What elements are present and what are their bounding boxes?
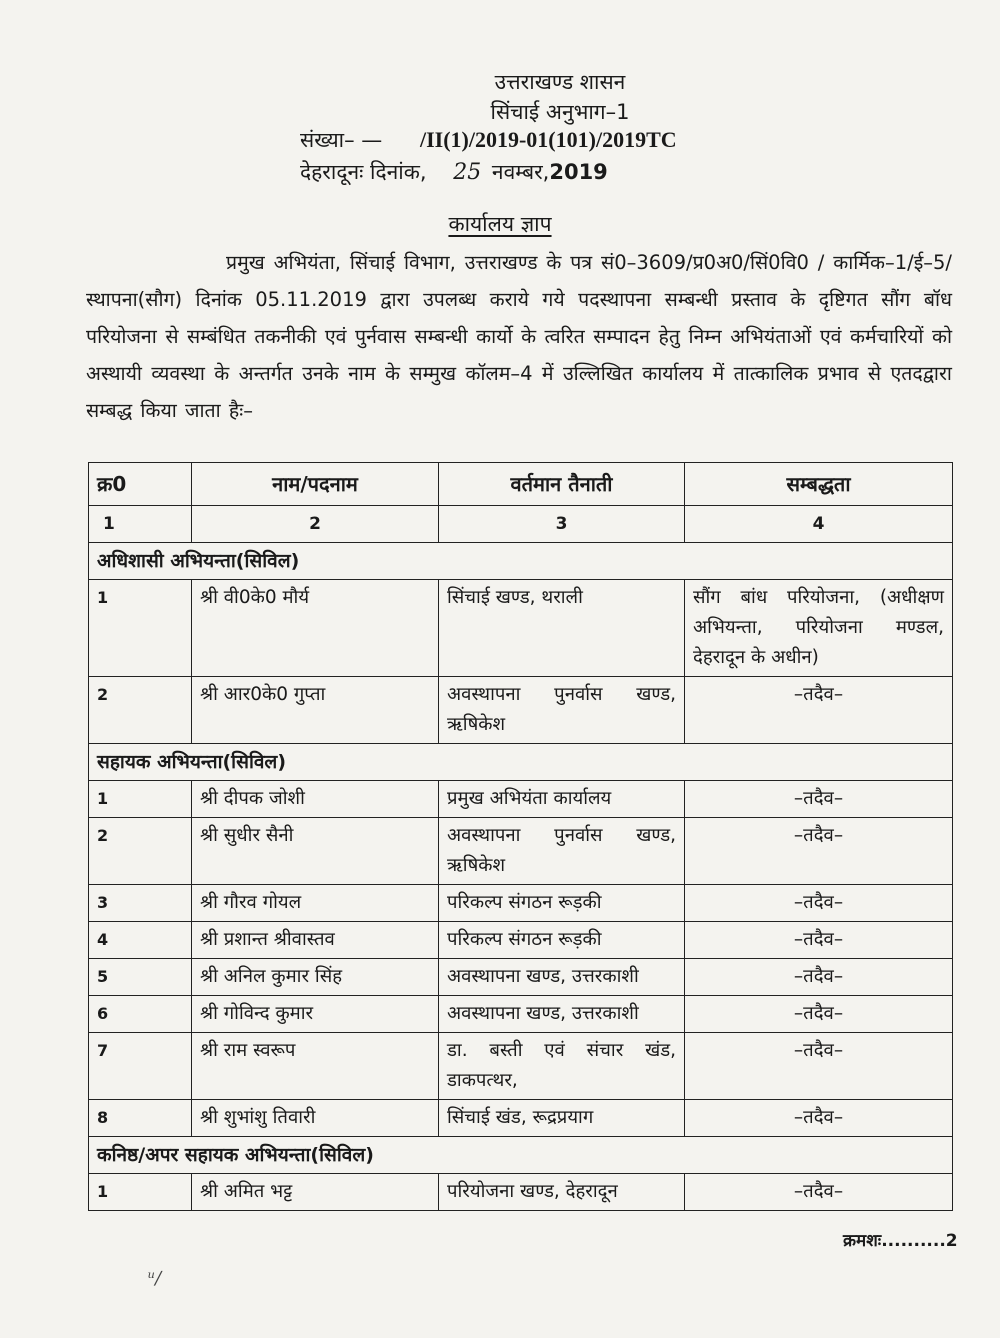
body-paragraph: प्रमुख अभियंता, सिंचाई विभाग, उत्तराखण्ड के पत्र सं0–3609/प्र0अ0/सिं0वि0 / कार्मिक–1/ई–5/स्थापना(सौग) दिनांक 05.11.2019 द्वारा उपलब्ध कराये गये पदस्थापना सम्बन्धी प्रस्ताव के दृष्टिगत सौंग बॉध परियोजना से सम्बंधित तकनीकी एवं पुर्नवास सम्बन्धी कार्यो के त्वरित सम्पादन हेतु निम्न अभियंताओं एवं कर्मचारियों को अस्थायी व्यवस्था के अन्तर्गत उनके नाम के सम्मुख कॉलम–4 में उल्लिखित कार्यालय में तात्कालिक प्रभाव से एतदद्वारा सम्बद्ध किया जाता हैः– [86,251,952,422]
table-row [89,1100,953,1137]
serial-number-cell: 4 [89,922,192,959]
column-header-name: नाम/पदनाम [192,463,439,506]
serial-number-cell: 6 [89,996,192,1033]
table-row [89,781,953,818]
column-header-sn: क्र0 [89,463,192,506]
column-number-row [89,506,953,543]
section-title: अधिशासी अभियन्ता(सिविल) [89,543,953,580]
posting-cell: अवस्थापना पुनर्वास खण्ड, ऋषिकेश [439,677,685,744]
column-header-attached: सम्बद्धता [685,463,953,506]
section-row [89,543,953,580]
posting-cell: प्रमुख अभियंता कार्यालय [439,781,685,818]
column-number: 3 [439,506,685,543]
attachment-cell: –तदैव– [685,818,953,885]
serial-number-cell: 3 [89,885,192,922]
serial-number-cell: 1 [89,1174,192,1211]
name-cell: श्री शुभांशु तिवारी [192,1100,439,1137]
attachment-cell: –तदैव– [685,1100,953,1137]
section-row [89,744,953,781]
reference-line [300,126,677,154]
memo-title: कार्यालय ज्ञाप [448,212,552,236]
date-year: 2019 [549,160,608,184]
section-title: कनिष्ठ/अपर सहायक अभियन्ता(सिविल) [89,1137,953,1174]
date-day: 25 [453,160,482,185]
posting-cell: अवस्थापना खण्ड, उत्तरकाशी [439,996,685,1033]
continued-note: क्रमशः..........2 [843,1231,958,1251]
table-row [89,1033,953,1100]
attachment-cell: –तदैव– [685,885,953,922]
serial-number-cell: 1 [89,580,192,677]
section-title: सहायक अभियन्ता(सिविल) [89,744,953,781]
reference-dash: — [361,128,383,152]
posting-cell: सिंचाई खण्ड, थराली [439,580,685,677]
name-cell: श्री अनिल कुमार सिंह [192,959,439,996]
column-number: 1 [89,506,192,543]
name-cell: श्री गौरव गोयल [192,885,439,922]
serial-number-cell: 5 [89,959,192,996]
table-row [89,1174,953,1211]
attachment-cell: सौंग बांध परियोजना, (अधीक्षण अभियन्ता, परियोजना मण्डल, देहरादून के अधीन) [685,580,953,677]
reference-label: संख्या– [300,128,355,152]
table-header-row [89,463,953,506]
name-cell: श्री गोविन्द कुमार [192,996,439,1033]
table-row [89,818,953,885]
attachment-cell: –तदैव– [685,1174,953,1211]
table-row [89,959,953,996]
table-row [89,996,953,1033]
attachment-cell: –तदैव– [685,996,953,1033]
name-cell: श्री दीपक जोशी [192,781,439,818]
section-row [89,1137,953,1174]
attachment-cell: –तदैव– [685,959,953,996]
table-row [89,922,953,959]
section-heading: सिंचाई अनुभाग–1 [490,100,630,124]
attachment-cell: –तदैव– [685,677,953,744]
posting-cell: अवस्थापना पुनर्वास खण्ड, ऋषिकेश [439,818,685,885]
attachment-cell: –तदैव– [685,1033,953,1100]
serial-number-cell: 2 [89,818,192,885]
column-header-posting: वर्तमान तैनाती [439,463,685,506]
table-row [89,885,953,922]
posting-cell: डा. बस्ती एवं संचार खंड, डाकपत्थर, [439,1033,685,1100]
serial-number-cell: 8 [89,1100,192,1137]
date-month: नवम्बर, [491,160,550,184]
posting-cell: परियोजना खण्ड, देहरादून [439,1174,685,1211]
serial-number-cell: 2 [89,677,192,744]
name-cell: श्री आर0के0 गुप्ता [192,677,439,744]
name-cell: श्री राम स्वरूप [192,1033,439,1100]
date-line [300,158,608,186]
attachment-cell: –तदैव– [685,781,953,818]
date-label: देहरादूनः दिनांक, [300,160,427,184]
posting-cell: अवस्थापना खण्ड, उत्तरकाशी [439,959,685,996]
column-number: 2 [192,506,439,543]
posting-cell: परिकल्प संगठन रूड़की [439,922,685,959]
name-cell: श्री प्रशान्त श्रीवास्तव [192,922,439,959]
posting-cell: सिंचाई खंड, रूद्रप्रयाग [439,1100,685,1137]
table-body [89,543,953,1211]
attachment-cell: –तदैव– [685,922,953,959]
posting-cell: परिकल्प संगठन रूड़की [439,885,685,922]
name-cell: श्री सुधीर सैनी [192,818,439,885]
table-row [89,580,953,677]
serial-number-cell: 1 [89,781,192,818]
reference-number: /II(1)/2019-01(101)/2019TC [419,127,677,152]
name-cell: श्री वी0के0 मौर्य [192,580,439,677]
handwritten-mark: ᵘ∕ [148,1268,162,1289]
serial-number-cell: 7 [89,1033,192,1100]
posting-table [88,462,953,1211]
government-heading: उत्तराखण्ड शासन [494,70,626,94]
column-number: 4 [685,506,953,543]
name-cell: श्री अमित भट्ट [192,1174,439,1211]
table-row [89,677,953,744]
